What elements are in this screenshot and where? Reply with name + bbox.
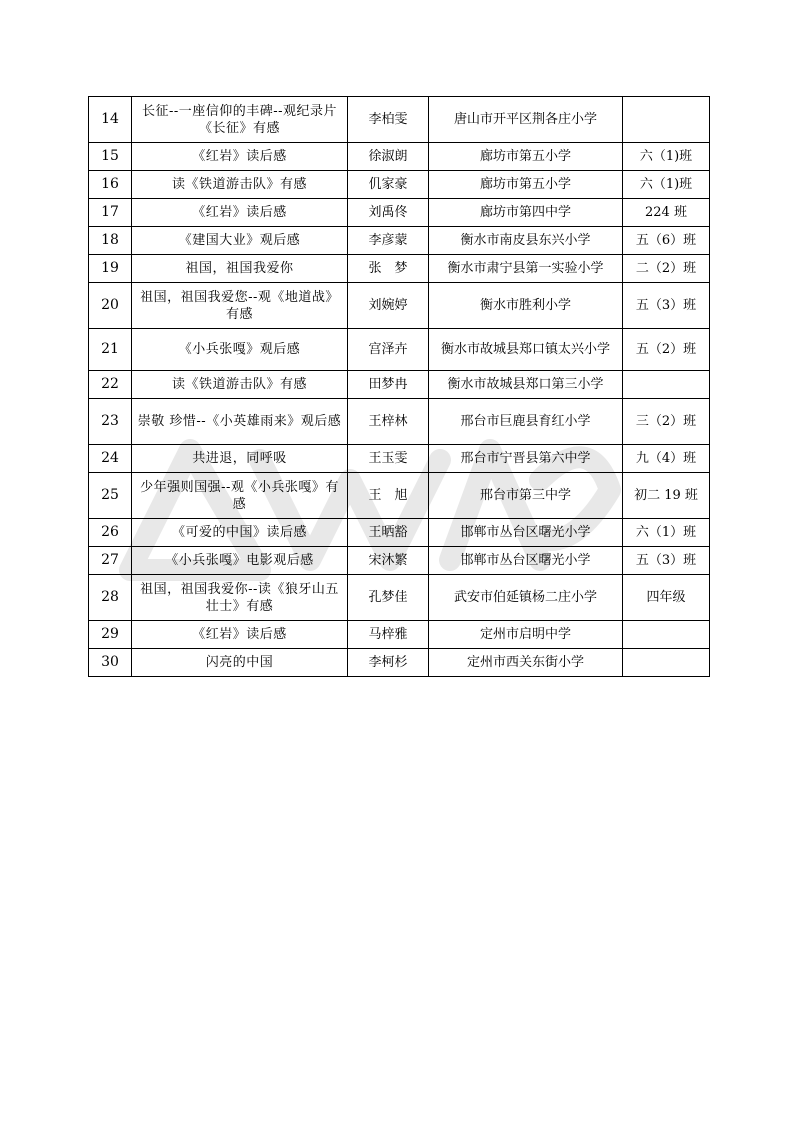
table-row [89,255,710,283]
school-name: 定州市西关东街小学 [429,649,623,677]
row-number: 30 [89,649,132,677]
row-number: 14 [89,97,132,143]
school-name: 武安市伯延镇杨二庄小学 [429,575,623,621]
essay-title: 读《铁道游击队》有感 [132,171,348,199]
class-name [623,371,710,399]
row-number: 19 [89,255,132,283]
school-name: 廊坊市第四中学 [429,199,623,227]
row-number: 18 [89,227,132,255]
essay-title: 《可爱的中国》读后感 [132,519,348,547]
table-row [89,445,710,473]
class-name: 九（4）班 [623,445,710,473]
author-name: 仉家豪 [348,171,429,199]
author-name: 徐淑朗 [348,143,429,171]
class-name: 六（1）班 [623,519,710,547]
row-number: 21 [89,329,132,371]
row-number: 23 [89,399,132,445]
author-name: 孔梦佳 [348,575,429,621]
essay-title: 崇敬 珍惜--《小英雄雨来》观后感 [132,399,348,445]
essay-title: 《红岩》读后感 [132,621,348,649]
table-row [89,649,710,677]
school-name: 邢台市第三中学 [429,473,623,519]
table-row [89,621,710,649]
table-row [89,371,710,399]
essay-title: 《红岩》读后感 [132,199,348,227]
author-name: 马梓雅 [348,621,429,649]
results-table [88,96,710,677]
class-name: 五（3）班 [623,283,710,329]
essay-title: 《红岩》读后感 [132,143,348,171]
class-name [623,621,710,649]
class-name: 四年级 [623,575,710,621]
author-name: 李柯杉 [348,649,429,677]
class-name: 初二 19 班 [623,473,710,519]
row-number: 28 [89,575,132,621]
row-number: 26 [89,519,132,547]
author-name: 王晒豁 [348,519,429,547]
essay-title: 祖国，祖国我爱你--读《狼牙山五壮士》有感 [132,575,348,621]
essay-title: 《小兵张嘎》电影观后感 [132,547,348,575]
author-name: 刘禹佟 [348,199,429,227]
essay-title: 《小兵张嘎》观后感 [132,329,348,371]
school-name: 邯郸市丛台区曙光小学 [429,547,623,575]
class-name [623,649,710,677]
author-name: 王 旭 [348,473,429,519]
row-number: 27 [89,547,132,575]
school-name: 邢台市巨鹿县育红小学 [429,399,623,445]
table-row [89,171,710,199]
table-row [89,143,710,171]
essay-title: 长征--一座信仰的丰碑--观纪录片《长征》有感 [132,97,348,143]
school-name: 衡水市故城县郑口第三小学 [429,371,623,399]
essay-title: 祖国，祖国我爱你 [132,255,348,283]
school-name: 唐山市开平区荆各庄小学 [429,97,623,143]
row-number: 24 [89,445,132,473]
table-row [89,575,710,621]
row-number: 15 [89,143,132,171]
table-row [89,97,710,143]
author-name: 李柏雯 [348,97,429,143]
row-number: 20 [89,283,132,329]
class-name: 五（2）班 [623,329,710,371]
school-name: 邢台市宁晋县第六中学 [429,445,623,473]
class-name: 三（2）班 [623,399,710,445]
essay-title: 少年强则国强--观《小兵张嘎》有感 [132,473,348,519]
essay-title: 读《铁道游击队》有感 [132,371,348,399]
row-number: 29 [89,621,132,649]
school-name: 衡水市胜利小学 [429,283,623,329]
school-name: 邯郸市丛台区曙光小学 [429,519,623,547]
row-number: 17 [89,199,132,227]
author-name: 李彦蒙 [348,227,429,255]
class-name [623,97,710,143]
table-row [89,547,710,575]
author-name: 张 梦 [348,255,429,283]
row-number: 22 [89,371,132,399]
class-name: 六（1)班 [623,171,710,199]
table-row [89,227,710,255]
class-name: 六（1)班 [623,143,710,171]
author-name: 王玉雯 [348,445,429,473]
table-row [89,199,710,227]
class-name: 五（6）班 [623,227,710,255]
school-name: 衡水市故城县郑口镇太兴小学 [429,329,623,371]
class-name: 二（2）班 [623,255,710,283]
table-row [89,399,710,445]
class-name: 五（3）班 [623,547,710,575]
author-name: 宋沐繁 [348,547,429,575]
author-name: 田梦冉 [348,371,429,399]
essay-title: 《建国大业》观后感 [132,227,348,255]
school-name: 衡水市南皮县东兴小学 [429,227,623,255]
author-name: 刘婉婷 [348,283,429,329]
table-row [89,329,710,371]
class-name: 224 班 [623,199,710,227]
table-row [89,519,710,547]
row-number: 25 [89,473,132,519]
table-row [89,283,710,329]
school-name: 衡水市肃宁县第一实验小学 [429,255,623,283]
row-number: 16 [89,171,132,199]
essay-title: 共进退，同呼吸 [132,445,348,473]
school-name: 廊坊市第五小学 [429,143,623,171]
essay-title: 闪亮的中国 [132,649,348,677]
school-name: 定州市启明中学 [429,621,623,649]
essay-title: 祖国，祖国我爱您--观《地道战》有感 [132,283,348,329]
author-name: 宫泽卉 [348,329,429,371]
results-table-body [89,97,710,677]
table-row [89,473,710,519]
author-name: 王梓林 [348,399,429,445]
school-name: 廊坊市第五小学 [429,171,623,199]
